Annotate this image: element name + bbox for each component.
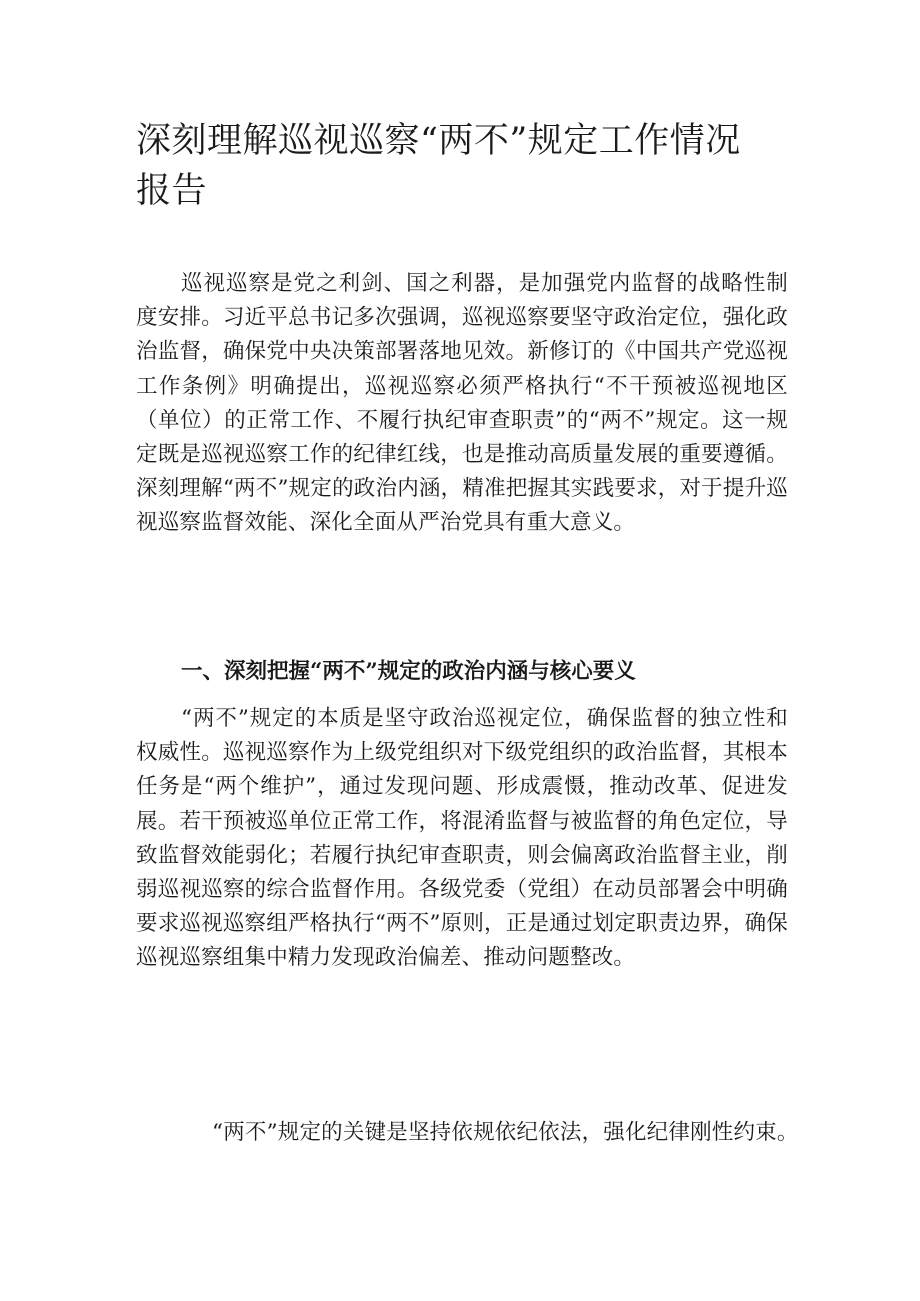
- intro-paragraph: 巡视巡察是党之利剑、国之利器，是加强党内监督的战略性制度安排。习近平总书记多次强调，巡视巡察要坚守政治定位，强化政治监督，确保党中央决策部署落地见效。新修订的《中国共产党巡视工作条例》明确提出，巡视巡察必须严格执行“不干预被巡视地区（单位）的正常工作、不履行执纪审查职责”的“两不”规定。这一规定既是巡视巡察工作的纪律红线，也是推动高质量发展的重要遵循。深刻理解“两不”规定的政治内涵，精准把握其实践要求，对于提升巡视巡察监督效能、深化全面从严治党具有重大意义。: [136, 271, 788, 536]
- document-title: 深刻理解巡视巡察“两不”规定工作情况报告: [136, 121, 741, 211]
- section-paragraph-continued: “两不”规定的关键是坚持依规依纪依法，强化纪律刚性约束。: [212, 1120, 799, 1145]
- section-paragraph: “两不”规定的本质是坚守政治巡视定位，确保监督的独立性和权威性。巡视巡察作为上级党组织对下级党组织的政治监督，其根本任务是“两个维护”，通过发现问题、形成震慑，推动改革、促进发展。若干预被巡单位正常工作，将混淆监督与被监督的角色定位，导致监督效能弱化；若履行执纪审查职责，则会偏离政治监督主业，削弱巡视巡察的综合监督作用。各级党委（党组）在动员部署会中明确要求巡视巡察组严格执行“两不”原则，正是通过划定职责边界，确保巡视巡察组集中精力发现政治偏差、推动问题整改。: [136, 706, 788, 971]
- section-heading: 一、深刻把握“两不”规定的政治内涵与核心要义: [181, 659, 636, 684]
